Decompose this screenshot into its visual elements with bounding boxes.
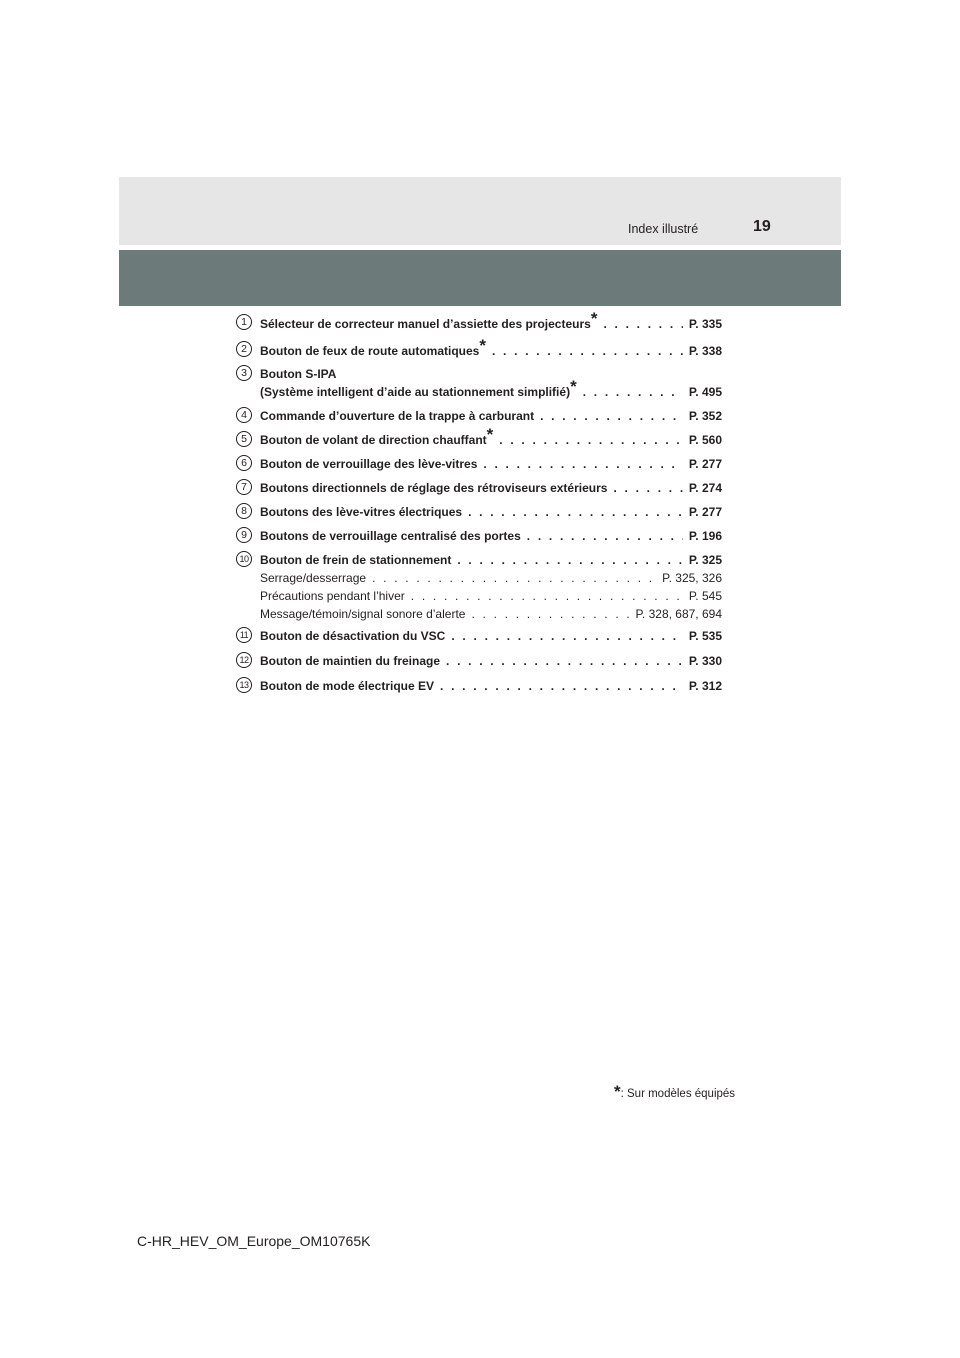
equipment-asterisk: *	[479, 336, 486, 355]
page-reference[interactable]: P. 335	[688, 317, 722, 331]
callout-number: 6	[236, 455, 252, 471]
entry-line	[260, 336, 722, 362]
entry-label: Bouton de désactivation du VSC	[260, 629, 446, 643]
entry-line	[260, 457, 722, 475]
sub-entry-label: Serrage/desserrage	[260, 571, 367, 585]
leader-dots	[451, 629, 682, 643]
equipment-asterisk: *	[486, 425, 494, 444]
entry-line	[260, 629, 722, 647]
footnote-asterisk: *	[614, 1082, 621, 1101]
leader-dots	[540, 409, 683, 423]
entry-label: Commande d’ouverture de la trappe à carburant	[260, 409, 535, 423]
callout-number: 2	[236, 341, 252, 357]
page-reference[interactable]: P. 196	[688, 529, 722, 543]
entry-label: Bouton de frein de stationnement	[260, 553, 452, 567]
leader-dots	[603, 317, 682, 331]
sub-entry	[260, 607, 722, 625]
entry-line	[260, 679, 722, 697]
entry-label: Boutons de verrouillage centralisé des portes	[260, 529, 521, 543]
entry-line	[260, 553, 722, 571]
page-reference[interactable]: P. 545	[688, 589, 722, 603]
entry-label: Boutons des lève-vitres électriques	[260, 505, 463, 519]
sub-entry	[260, 589, 722, 607]
entry-line	[260, 505, 722, 523]
sub-entry	[260, 571, 722, 589]
leader-dots	[468, 505, 683, 519]
entry-line	[260, 367, 722, 385]
page-reference[interactable]: P. 560	[688, 433, 722, 447]
entry-label: Sélecteur de correcteur manuel d’assiette des projecteurs	[260, 317, 591, 331]
leader-dots	[613, 481, 682, 495]
footnote	[614, 1082, 735, 1102]
leader-dots	[583, 385, 683, 399]
header-band	[119, 177, 841, 245]
entry-label: Bouton de feux de route automatiques	[260, 344, 480, 358]
page-reference[interactable]: P. 352	[688, 409, 722, 423]
callout-number: 7	[236, 479, 252, 495]
callout-number: 9	[236, 527, 252, 543]
page-reference[interactable]: P. 277	[688, 457, 722, 471]
entry-line	[260, 425, 722, 451]
callout-number: 1	[236, 314, 252, 330]
header-dark-band	[119, 250, 841, 306]
equipment-asterisk: *	[590, 309, 598, 328]
callout-number: 11	[236, 627, 252, 643]
leader-dots	[411, 589, 683, 603]
leader-dots	[471, 607, 629, 621]
footnote-text: : Sur modèles équipés	[620, 1088, 736, 1100]
sub-entry-label: Message/témoin/signal sonore d’alerte	[260, 607, 466, 621]
callout-number: 8	[236, 503, 252, 519]
entry-line	[260, 654, 722, 672]
entry-line	[260, 309, 722, 335]
section-title: Index illustré	[628, 222, 699, 236]
page-reference[interactable]: P. 312	[688, 679, 722, 693]
entry-label: Bouton de verrouillage des lève-vitres	[260, 457, 478, 471]
page-reference[interactable]: P. 330	[688, 654, 722, 668]
page-reference[interactable]: P. 338	[688, 344, 722, 358]
page-reference[interactable]: P. 495	[688, 385, 722, 399]
page-reference[interactable]: P. 274	[688, 481, 722, 495]
entry-label: Bouton de volant de direction chauffant	[260, 433, 487, 447]
leader-dots	[527, 529, 683, 543]
page-reference[interactable]: P. 277	[688, 505, 722, 519]
callout-number: 13	[236, 677, 252, 693]
leader-dots	[483, 457, 682, 471]
entry-line	[260, 377, 722, 403]
page-reference[interactable]: P. 535	[688, 629, 722, 643]
equipment-asterisk: *	[570, 377, 577, 396]
leader-dots	[372, 571, 656, 585]
leader-dots	[492, 344, 683, 358]
callout-number: 3	[236, 365, 252, 381]
page-reference[interactable]: P. 325, 326	[662, 571, 722, 585]
entry-label-line1: Bouton S-IPA	[260, 367, 337, 381]
leader-dots	[499, 433, 683, 447]
page-reference[interactable]: P. 328, 687, 694	[635, 607, 722, 621]
entry-label: Bouton de maintien du freinage	[260, 654, 441, 668]
page-reference[interactable]: P. 325	[688, 553, 722, 567]
leader-dots	[457, 553, 683, 567]
page-number: 19	[753, 218, 771, 235]
callout-number: 12	[236, 652, 252, 668]
callout-number: 10	[236, 551, 252, 567]
callout-number: 4	[236, 407, 252, 423]
entry-line	[260, 481, 722, 499]
sub-entry-label: Précautions pendant l’hiver	[260, 589, 405, 603]
document-id: C-HR_HEV_OM_Europe_OM10765K	[137, 1233, 371, 1249]
entry-line	[260, 529, 722, 547]
callout-number: 5	[236, 431, 252, 447]
leader-dots	[440, 679, 683, 693]
entry-label: (Système intelligent d’aide au stationnement simplifié)	[260, 385, 571, 399]
entry-label: Bouton de mode électrique EV	[260, 679, 435, 693]
entry-label: Boutons directionnels de réglage des rétroviseurs extérieurs	[260, 481, 608, 495]
leader-dots	[446, 654, 683, 668]
